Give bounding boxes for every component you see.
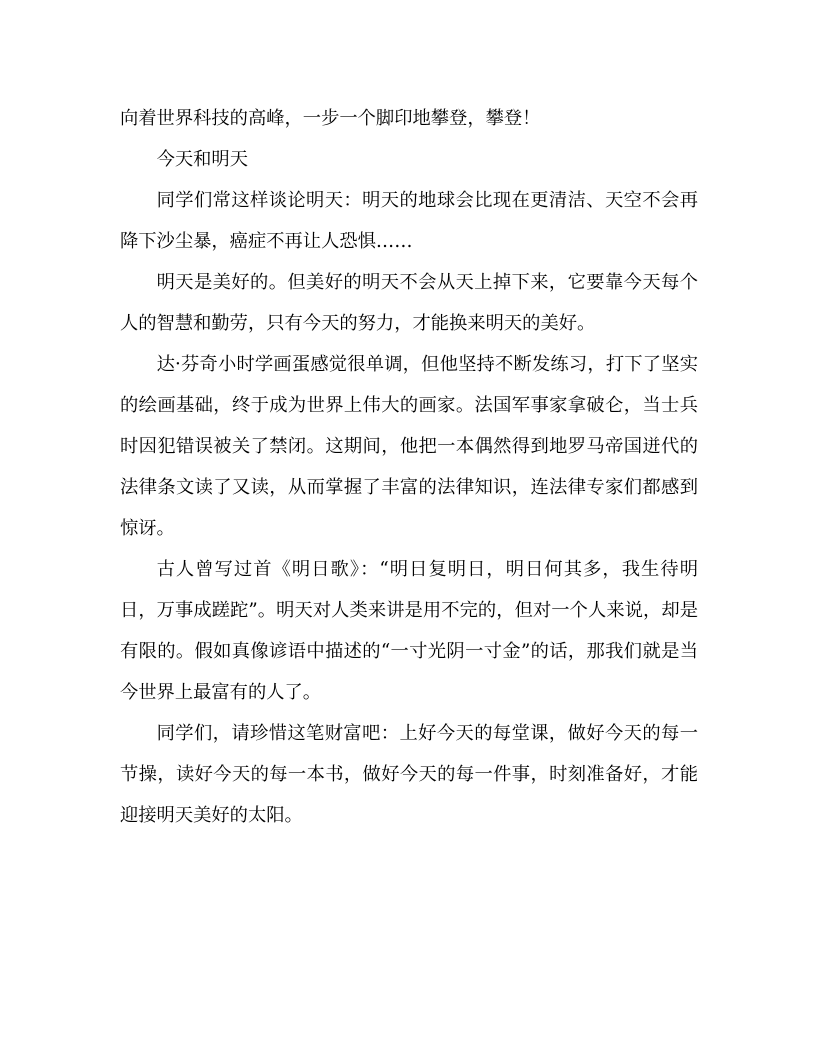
paragraph-4: 古人曾写过首《明日歌》：“明日复明日，明日何其多，我生待明日，万事成蹉跎”。明天对人类来讲是用不完的，但对一个人来说，却是有限的。假如真像谚语中描述的“一寸光阴一寸金”的话，那我们就是当今世界上最富有的人了。	[120, 559, 698, 703]
paragraph-1: 同学们常这样谈论明天：明天的地球会比现在更清洁、天空不会再降下沙尘暴，癌症不再让人恐惧……	[120, 190, 698, 252]
section-title: 今天和明天	[156, 149, 248, 170]
paragraph-2: 明天是美好的。但美好的明天不会从天上掉下来，它要靠今天每个人的智慧和勤劳，只有今天的努力，才能换来明天的美好。	[120, 272, 698, 334]
paragraph-5: 同学们，请珍惜这笔财富吧：上好今天的每堂课，做好今天的每一节操，读好今天的每一本书，做好今天的每一件事，时刻准备好，才能迎接明天美好的太阳。	[120, 723, 698, 826]
paragraph-3: 达·芬奇小时学画蛋感觉很单调，但他坚持不断发练习，打下了坚实的绘画基础，终于成为世界上伟大的画家。法国军事家拿破仑，当士兵时因犯错误被关了禁闭。这期间，他把一本偶然得到地罗马帝国迸代的法律条文读了又读，从而掌握了丰富的法律知识，连法律专家们都感到惊讶。	[120, 354, 698, 539]
document-page	[120, 98, 698, 836]
paragraph-continuation: 向着世界科技的高峰，一步一个脚印地攀登，攀登！	[120, 108, 541, 129]
